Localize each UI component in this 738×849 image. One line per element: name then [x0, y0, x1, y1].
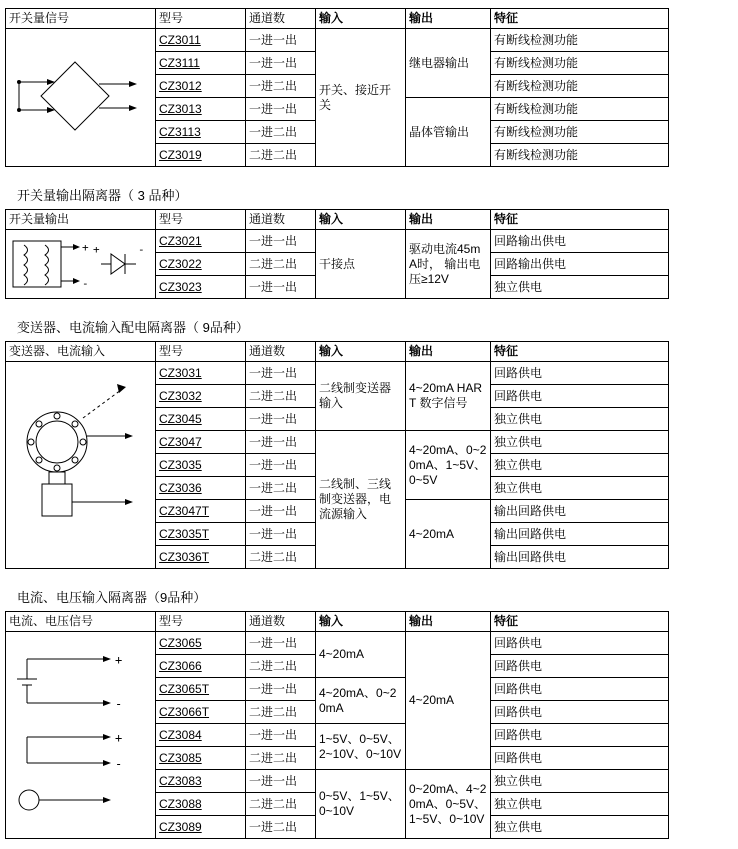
feature-cell: 输出回路供电	[491, 500, 669, 523]
model-cell	[156, 29, 246, 52]
channels-cell: 一进一出	[246, 632, 316, 655]
feature-cell: 独立供电	[491, 454, 669, 477]
col-header-input: 输入	[316, 210, 406, 230]
col-header-model: 型号	[156, 210, 246, 230]
model-link[interactable]: CZ3065T	[159, 681, 210, 696]
input-cell: 干接点	[316, 230, 406, 299]
feature-cell: 独立供电	[491, 408, 669, 431]
model-cell	[156, 144, 246, 167]
channels-cell: 一进二出	[246, 816, 316, 839]
col-header-output: 输出	[406, 612, 491, 632]
model-cell	[156, 385, 246, 408]
model-cell	[156, 816, 246, 839]
current-voltage-input-table	[5, 611, 669, 839]
model-cell	[156, 98, 246, 121]
model-link[interactable]: CZ3084	[159, 727, 202, 742]
channels-cell: 一进二出	[246, 121, 316, 144]
col-header-output: 输出	[406, 210, 491, 230]
model-cell	[156, 75, 246, 98]
feature-cell: 独立供电	[491, 276, 669, 299]
model-link[interactable]: CZ3035	[159, 457, 202, 472]
col-header-channels: 通道数	[246, 612, 316, 632]
switch-output-diagram-cell	[6, 230, 156, 299]
col-header-output: 输出	[406, 342, 491, 362]
model-link[interactable]: CZ3035T	[159, 526, 210, 541]
feature-cell: 有断线检测功能	[491, 121, 669, 144]
input-cell: 开关、接近开关	[316, 29, 406, 167]
input-cell: 二线制、三线制变送器，电流源输入	[316, 431, 406, 569]
feature-cell: 独立供电	[491, 793, 669, 816]
output-cell: 0~20mA、4~20mA、0~5V、1~5V、0~10V	[406, 770, 491, 839]
col-header-signal: 开关量输出	[6, 210, 156, 230]
channels-cell: 一进一出	[246, 770, 316, 793]
model-link[interactable]: CZ3013	[159, 101, 202, 116]
feature-cell: 有断线检测功能	[491, 144, 669, 167]
model-cell	[156, 362, 246, 385]
model-link[interactable]: CZ3011	[159, 32, 201, 47]
model-cell	[156, 276, 246, 299]
channels-cell: 一进一出	[246, 408, 316, 431]
feature-cell: 回路供电	[491, 655, 669, 678]
input-cell: 4~20mA	[316, 632, 406, 678]
output-cell-transistor: 晶体管输出	[406, 98, 491, 167]
model-cell	[156, 546, 246, 569]
col-header-model: 型号	[156, 612, 246, 632]
col-header-channels: 通道数	[246, 210, 316, 230]
col-header-signal: 开关量信号	[6, 9, 156, 29]
output-cell: 4~20mA	[406, 632, 491, 770]
model-link[interactable]: CZ3088	[159, 796, 202, 811]
model-link[interactable]: CZ3023	[159, 279, 202, 294]
model-cell	[156, 454, 246, 477]
switch-signal-table	[5, 8, 669, 167]
model-link[interactable]: CZ3066	[159, 658, 202, 673]
model-cell	[156, 253, 246, 276]
channels-cell: 二进二出	[246, 701, 316, 724]
model-cell	[156, 230, 246, 253]
col-header-output: 输出	[406, 9, 491, 29]
svg-text:-: -	[115, 697, 123, 711]
channels-cell: 一进一出	[246, 431, 316, 454]
table-row	[6, 362, 669, 385]
model-cell	[156, 121, 246, 144]
feature-cell: 回路供电	[491, 632, 669, 655]
model-cell	[156, 431, 246, 454]
feature-cell: 独立供电	[491, 816, 669, 839]
svg-text:+: +	[82, 241, 89, 254]
feature-cell: 回路输出供电	[491, 253, 669, 276]
model-link[interactable]: CZ3066T	[159, 704, 210, 719]
model-cell	[156, 655, 246, 678]
model-link[interactable]: CZ3085	[159, 750, 202, 765]
model-cell	[156, 408, 246, 431]
feature-cell: 有断线检测功能	[491, 98, 669, 121]
channels-cell: 二进二出	[246, 144, 316, 167]
model-link[interactable]: CZ3032	[159, 388, 202, 403]
channels-cell: 一进一出	[246, 52, 316, 75]
model-cell	[156, 770, 246, 793]
header-row	[6, 210, 669, 230]
model-link[interactable]: CZ3022	[159, 256, 202, 271]
channels-cell: 二进二出	[246, 793, 316, 816]
relay-coil-led-diagram-icon	[9, 235, 149, 293]
col-header-model: 型号	[156, 9, 246, 29]
feature-cell: 回路供电	[491, 362, 669, 385]
col-header-model: 型号	[156, 342, 246, 362]
transmitter-diagram-cell	[6, 362, 156, 569]
model-cell	[156, 632, 246, 655]
current-voltage-diagram-cell	[6, 632, 156, 839]
model-link[interactable]: CZ3047T	[159, 503, 210, 518]
feature-cell: 回路供电	[491, 678, 669, 701]
feature-cell: 输出回路供电	[491, 523, 669, 546]
svg-text:+: +	[93, 243, 100, 256]
channels-cell: 一进一出	[246, 523, 316, 546]
table-row	[6, 632, 669, 655]
feature-cell: 独立供电	[491, 770, 669, 793]
input-cell: 0~5V、1~5V、0~10V	[316, 770, 406, 839]
channels-cell: 一进一出	[246, 29, 316, 52]
model-link[interactable]: CZ3019	[159, 147, 202, 162]
svg-text:+: +	[115, 731, 123, 745]
output-cell-relay: 继电器输出	[406, 29, 491, 98]
model-link[interactable]: CZ3031	[159, 365, 202, 380]
output-cell: 4~20mA	[406, 500, 491, 569]
input-cell: 4~20mA、0~20mA	[316, 678, 406, 724]
output-cell: 4~20mA、0~20mA、1~5V、0~5V	[406, 431, 491, 500]
model-link[interactable]: CZ3012	[159, 78, 202, 93]
col-header-channels: 通道数	[246, 342, 316, 362]
col-header-input: 输入	[316, 612, 406, 632]
model-link[interactable]: CZ3036T	[159, 549, 210, 564]
channels-cell: 一进一出	[246, 724, 316, 747]
model-link[interactable]: CZ3083	[159, 773, 202, 788]
col-header-feature: 特征	[491, 210, 669, 230]
switch-bridge-circuit-diagram-icon	[9, 42, 141, 154]
model-cell	[156, 477, 246, 500]
channels-cell: 一进二出	[246, 75, 316, 98]
channels-cell: 二进二出	[246, 747, 316, 770]
header-row	[6, 342, 669, 362]
channels-cell: 一进一出	[246, 362, 316, 385]
header-row	[6, 612, 669, 632]
col-header-feature: 特征	[491, 9, 669, 29]
svg-text:-: -	[82, 277, 89, 290]
header-row	[6, 9, 669, 29]
switch-output-table	[5, 209, 669, 299]
model-link[interactable]: CZ3047	[159, 434, 202, 449]
channels-cell: 二进二出	[246, 385, 316, 408]
input-cell: 二线制变送器输入	[316, 362, 406, 431]
model-link[interactable]: CZ3036	[159, 480, 202, 495]
channels-cell: 一进一出	[246, 98, 316, 121]
section-title-switch-output: 开关量输出隔离器（ 3 品种）	[17, 188, 188, 203]
model-link[interactable]: CZ3021	[159, 233, 202, 248]
model-cell	[156, 793, 246, 816]
model-cell	[156, 747, 246, 770]
model-cell	[156, 523, 246, 546]
model-link[interactable]: CZ3065	[159, 635, 202, 650]
col-header-channels: 通道数	[246, 9, 316, 29]
feature-cell: 回路输出供电	[491, 230, 669, 253]
feature-cell: 输出回路供电	[491, 546, 669, 569]
battery-and-ac-source-diagram-icon	[9, 645, 145, 825]
model-cell	[156, 701, 246, 724]
col-header-input: 输入	[316, 9, 406, 29]
switch-signal-diagram-cell	[6, 29, 156, 167]
table-row	[6, 230, 669, 253]
model-cell	[156, 678, 246, 701]
transmitter-diagram-icon	[9, 372, 149, 558]
col-header-signal: 电流、电压信号	[6, 612, 156, 632]
col-header-feature: 特征	[491, 612, 669, 632]
feature-cell: 回路供电	[491, 747, 669, 770]
table-row	[6, 29, 669, 52]
model-link[interactable]: CZ3089	[159, 819, 202, 834]
output-cell: 4~20mA HART 数字信号	[406, 362, 491, 431]
channels-cell: 一进一出	[246, 276, 316, 299]
feature-cell: 独立供电	[491, 477, 669, 500]
model-cell	[156, 500, 246, 523]
channels-cell: 一进一出	[246, 230, 316, 253]
col-header-feature: 特征	[491, 342, 669, 362]
channels-cell: 一进一出	[246, 454, 316, 477]
feature-cell: 有断线检测功能	[491, 29, 669, 52]
input-cell: 1~5V、0~5V、2~10V、0~10V	[316, 724, 406, 770]
model-link[interactable]: CZ3045	[159, 411, 202, 426]
col-header-signal: 变送器、电流输入	[6, 342, 156, 362]
transmitter-current-input-table	[5, 341, 669, 569]
model-cell	[156, 724, 246, 747]
feature-cell: 独立供电	[491, 431, 669, 454]
channels-cell: 二进二出	[246, 546, 316, 569]
feature-cell: 回路供电	[491, 701, 669, 724]
model-cell	[156, 52, 246, 75]
svg-text:-: -	[115, 757, 123, 771]
channels-cell: 二进二出	[246, 253, 316, 276]
channels-cell: 一进二出	[246, 477, 316, 500]
section-title-current-voltage-input: 电流、电压输入隔离器（9品种）	[17, 590, 207, 605]
feature-cell: 回路供电	[491, 385, 669, 408]
feature-cell: 有断线检测功能	[491, 52, 669, 75]
model-link[interactable]: CZ3111	[159, 55, 200, 70]
col-header-input: 输入	[316, 342, 406, 362]
channels-cell: 一进一出	[246, 678, 316, 701]
section-title-transmitter-input: 变送器、电流输入配电隔离器（ 9品种）	[17, 320, 249, 335]
channels-cell: 一进一出	[246, 500, 316, 523]
output-cell: 驱动电流45mA时， 输出电压≥12V	[406, 230, 491, 299]
svg-text:+: +	[115, 653, 123, 667]
channels-cell: 二进二出	[246, 655, 316, 678]
svg-text:-: -	[138, 243, 145, 256]
model-link[interactable]: CZ3113	[159, 124, 201, 139]
feature-cell: 有断线检测功能	[491, 75, 669, 98]
feature-cell: 回路供电	[491, 724, 669, 747]
